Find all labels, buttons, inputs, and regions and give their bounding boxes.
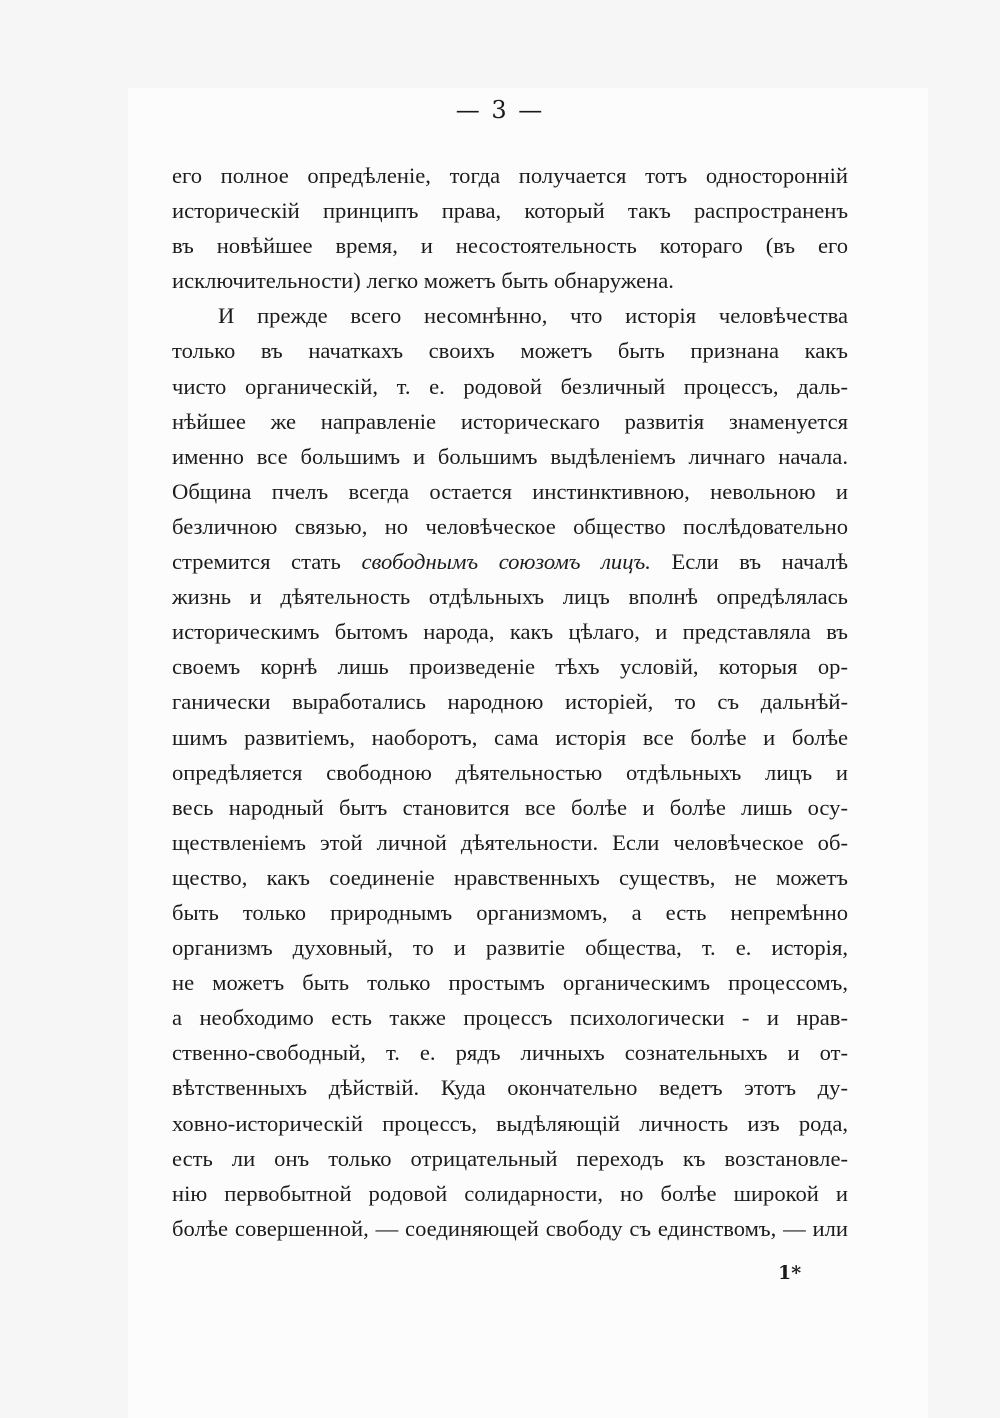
text-line: чисто органическій, т. е. родовой безличный процессъ, даль- [172,373,848,399]
text-line: организмъ духовный, то и развитіе общества, т. е. исторія, [172,935,848,961]
emphasized-phrase: свободнымъ союзомъ лицъ. [361,549,651,575]
text-line: быть только природнымъ организмомъ, а есть непремѣнно [172,899,848,925]
body-text [172,158,848,1246]
text-line: нію первобытной родовой солидарности, но болѣе широкой и [172,1180,848,1206]
text-line: историческій принципъ права, который такъ распространенъ [172,198,848,224]
text-line: безличною связью, но человѣческое общество послѣдовательно [172,513,848,539]
text-line: Община пчелъ всегда остается инстинктивною, невольною и [172,478,848,504]
text-line: И прежде всего несомнѣнно, что исторія человѣчества [218,303,848,329]
text-line: ховно-историческій процессъ, выдѣляющій личность изъ рода, [172,1110,848,1136]
page-number: — 3 — [455,96,545,124]
text-line: жизнь и дѣятельность отдѣльныхъ лицъ вполнѣ опредѣлялась [172,584,848,610]
text-segment: Если въ началѣ [671,549,848,575]
text-line: ществленіемъ этой личной дѣятельности. Если человѣческое об- [172,829,848,855]
text-line: именно все большимъ и большимъ выдѣленіемъ личнаго начала. [172,443,848,469]
text-line: щество, какъ соединеніе нравственныхъ существъ, не можетъ [172,864,848,890]
text-line: шимъ развитіемъ, наоборотъ, сама исторія все болѣе и болѣе [172,724,848,750]
text-line: историческимъ бытомъ народа, какъ цѣлаго, и представляла въ [172,619,848,645]
text-line: его полное опредѣленіе, тогда получается тотъ односторонній [172,163,848,188]
text-line: исключительности) легко можетъ быть обнаружена. [172,268,674,294]
signature-mark: 1* [778,1262,802,1284]
text-line: есть ли онъ только отрицательный переходъ къ возстановле- [172,1145,848,1171]
text-line: ственно-свободный, т. е. рядъ личныхъ сознательныхъ и от- [172,1040,848,1066]
text-line: а необходимо есть также процессъ психологически - и нрав- [172,1005,848,1031]
text-line: весь народный бытъ становится все болѣе и болѣе лишь осу- [172,794,848,820]
text-line: нѣйшее же направленіе историческаго развитія знаменуется [172,408,848,434]
text-line: опредѣляется свободною дѣятельностью отдѣльныхъ лицъ и [172,759,848,785]
text-segment: стремится стать [172,549,341,575]
text-line: болѣе совершенной, — соединяющей свободу съ единствомъ, — или [172,1215,848,1241]
text-line: въ новѣйшее время, и несостоятельность котораго (въ его [172,233,848,259]
text-line-with-emphasis [172,544,848,579]
text-line: вѣтственныхъ дѣйствій. Куда окончательно ведетъ этотъ ду- [172,1075,848,1101]
text-line: ганически выработались народною исторіей, то съ дальнѣй- [172,689,848,715]
text-line: только въ начаткахъ своихъ можетъ быть признана какъ [172,338,848,364]
text-line: не можетъ быть только простымъ органическимъ процессомъ, [172,970,848,996]
text-line: своемъ корнѣ лишь произведеніе тѣхъ условій, которыя ор- [172,654,848,680]
